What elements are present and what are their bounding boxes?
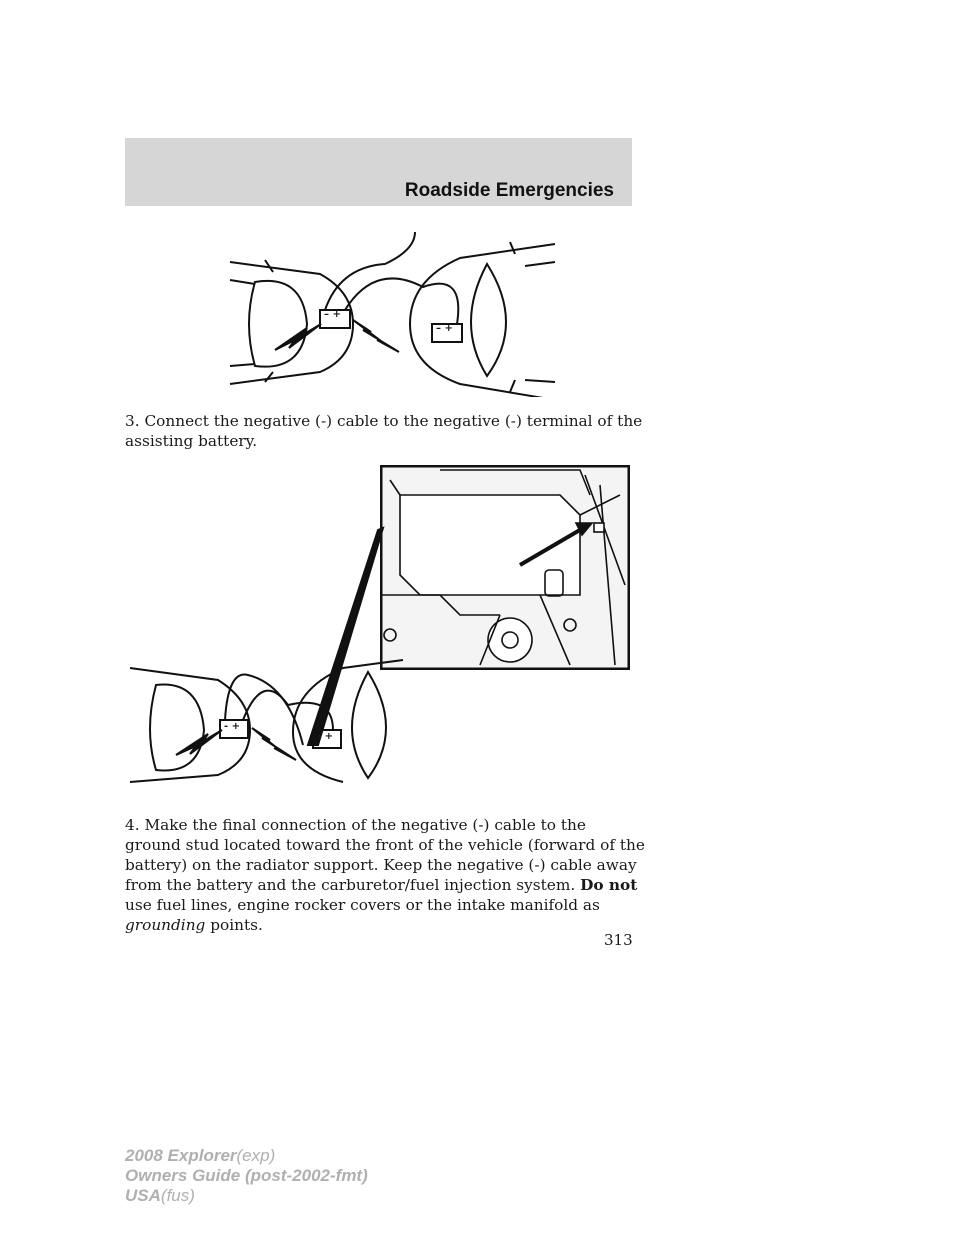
page-number: 313 — [604, 931, 633, 949]
section-title: Roadside Emergencies — [404, 180, 614, 201]
step-4-bold: Do not — [580, 876, 638, 894]
battery-right-label: – + — [436, 323, 453, 334]
jump-start-figure-1 — [225, 232, 560, 397]
jumper-cable-negative — [325, 232, 415, 310]
right-vehicle-body — [410, 244, 555, 397]
footer-guide: Owners Guide (post-2002-fmt) — [125, 1166, 368, 1185]
battery-left-label-2: - + — [224, 721, 241, 732]
step-4-italic: grounding — [125, 916, 206, 934]
jump-start-figure-2 — [128, 520, 418, 785]
battery-right-label-2: - + — [317, 731, 334, 742]
step-4-text-middle: use fuel lines, engine rocker covers or the intake manifold as — [125, 896, 600, 914]
step-4-text-before: 4. Make the final connection of the negative (-) cable to the ground stud located toward the front of the vehicle (forward of the battery) on the radiator support. Keep the negative (-) cable away from the battery and the carburetor/fuel injection system. — [125, 816, 645, 894]
header-band — [125, 138, 632, 206]
lightning-bolt-right — [353, 320, 399, 352]
right-vehicle-hood — [471, 264, 506, 376]
left-vehicle-hood — [249, 281, 307, 367]
lightning-bolt-left — [275, 324, 321, 350]
footer-market: USA — [125, 1186, 161, 1205]
step-3-text: 3. Connect the negative (-) cable to the negative (-) terminal of the assisting battery. — [125, 412, 643, 450]
footer-model-code: (exp) — [236, 1146, 276, 1165]
footer — [125, 1146, 368, 1206]
step-4-text-after: points. — [210, 916, 263, 934]
footer-model: 2008 Explorer — [125, 1146, 237, 1165]
footer-market-code: (fus) — [160, 1186, 195, 1205]
callout-leader — [308, 528, 383, 745]
battery-left-label: – + — [324, 309, 341, 320]
step-4-text — [125, 815, 645, 935]
jumper-cable-positive — [345, 278, 458, 324]
